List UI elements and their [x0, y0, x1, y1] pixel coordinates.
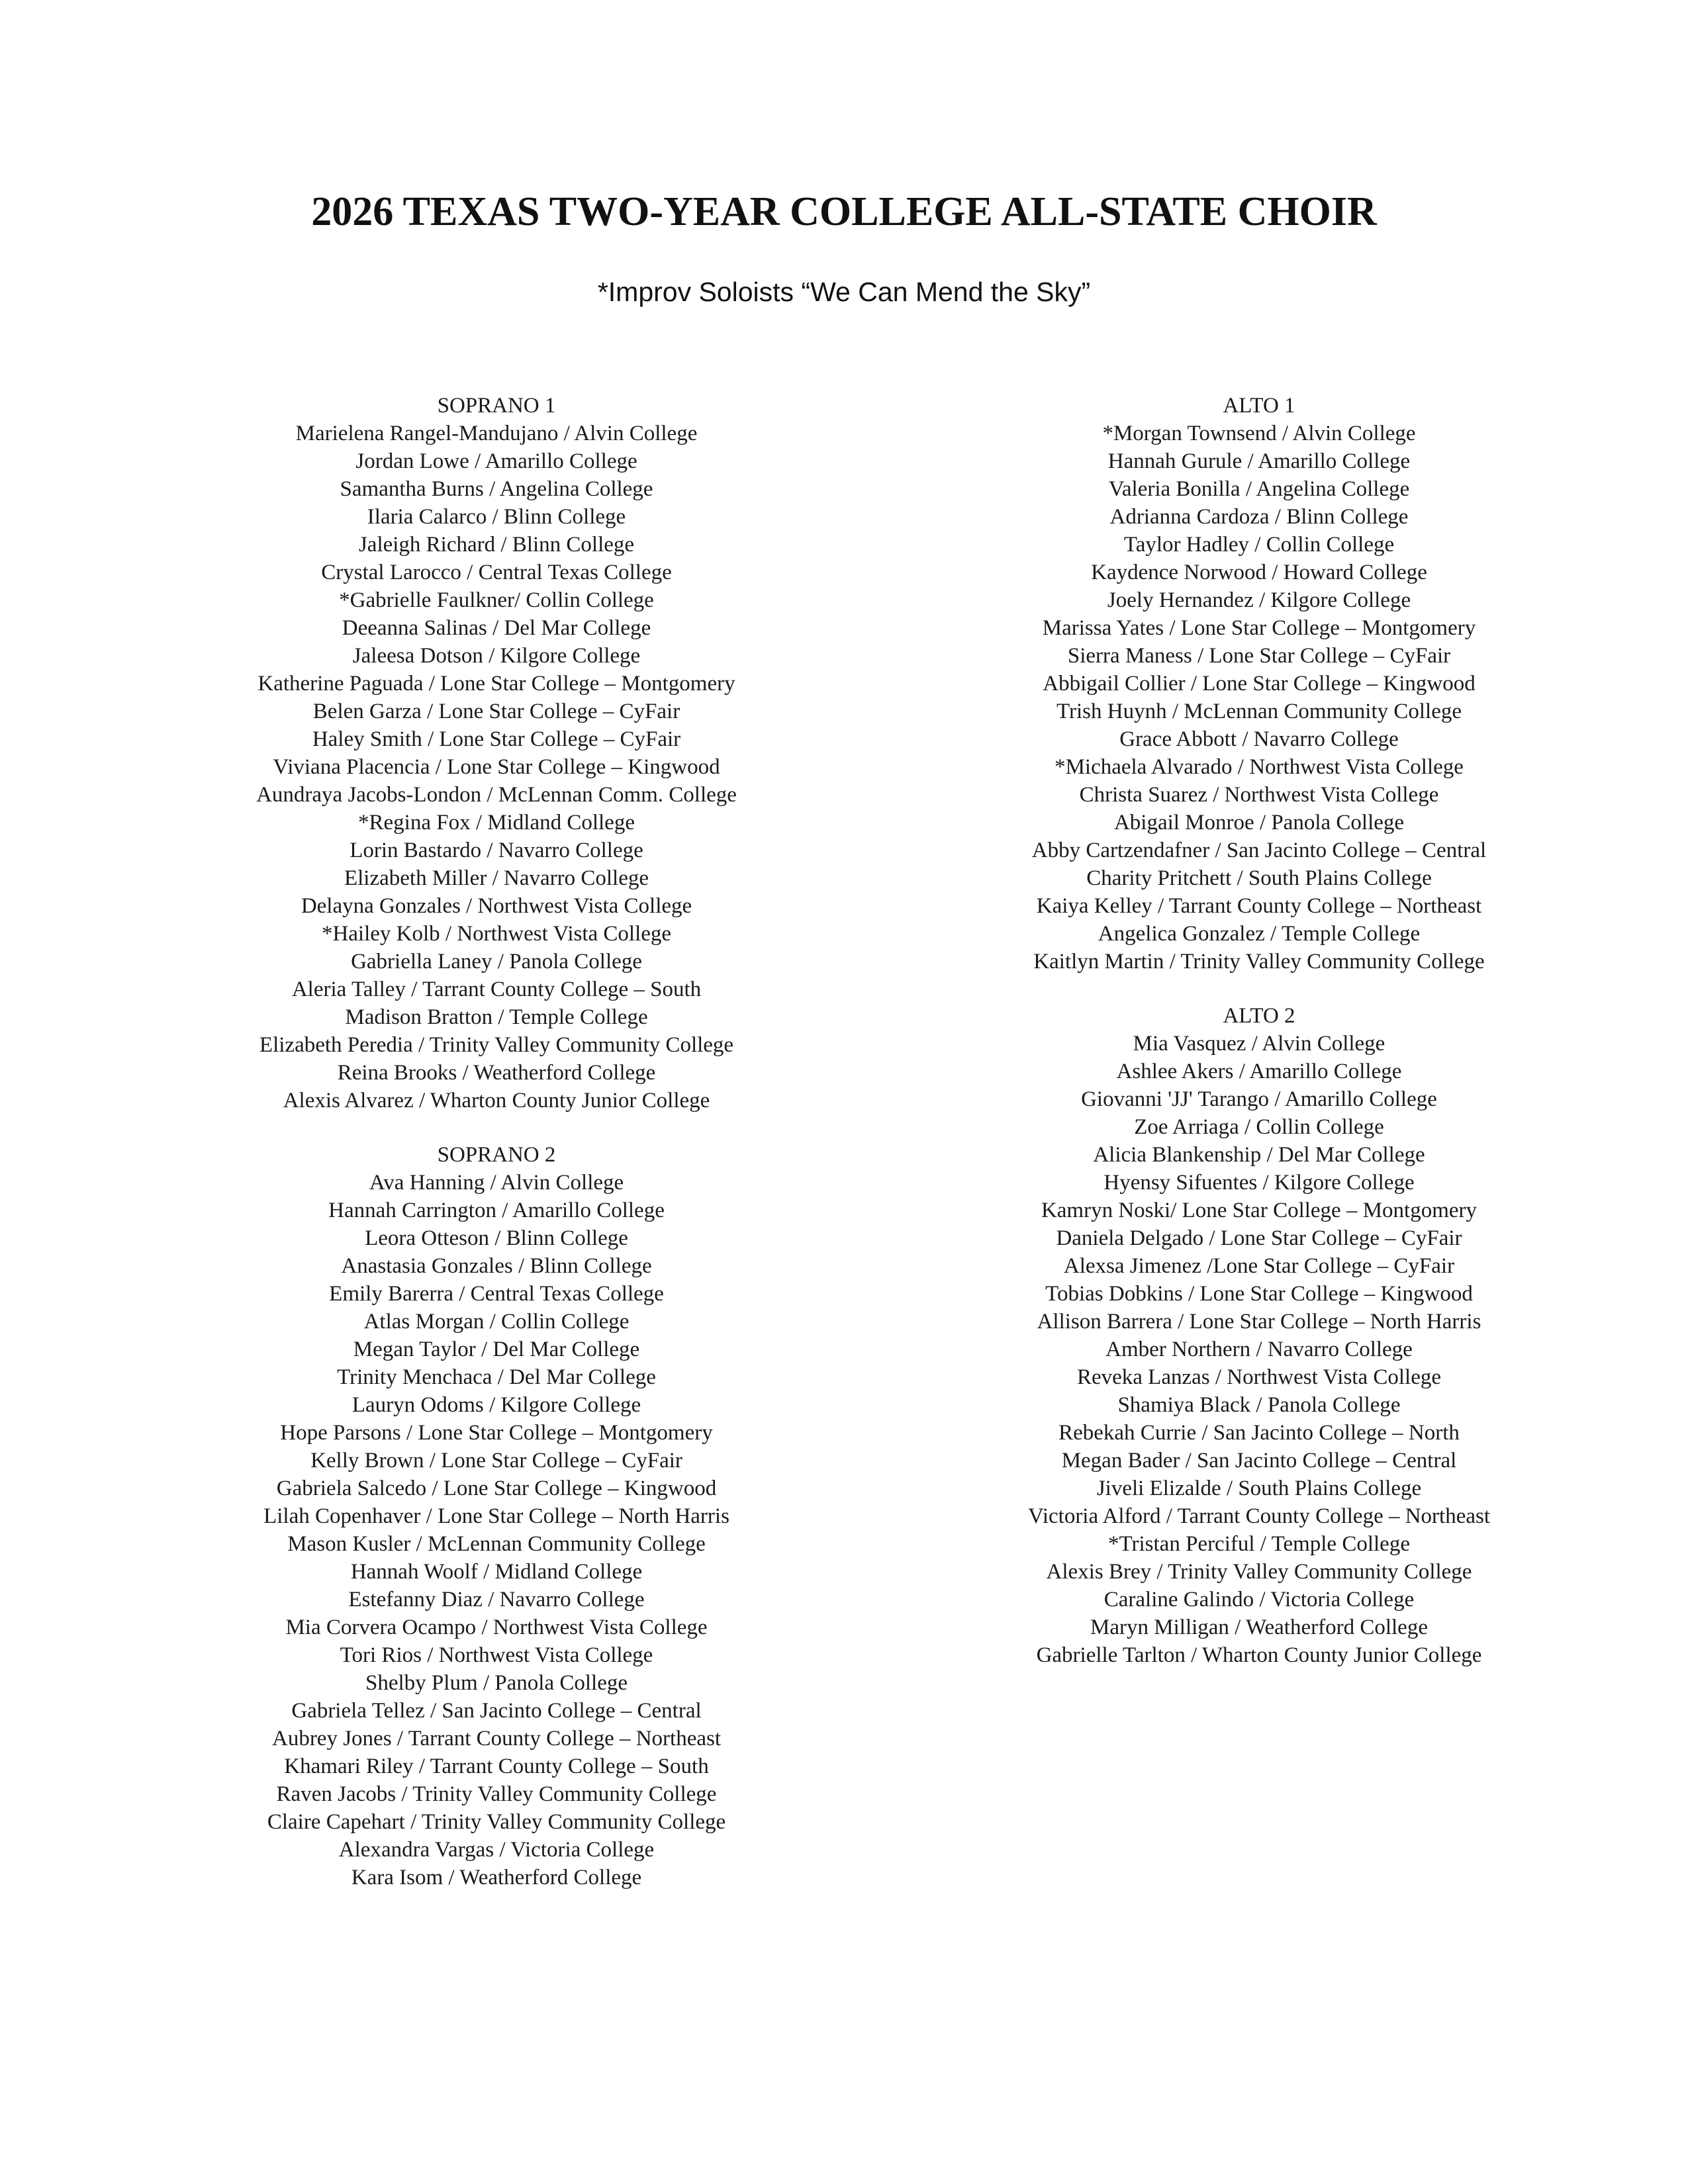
member-entry: Lorin Bastardo / Navarro College: [350, 839, 643, 862]
section-heading: ALTO 2: [1223, 1004, 1295, 1028]
member-entry: Kara Isom / Weatherford College: [351, 1866, 642, 1889]
section-soprano-1: [116, 392, 877, 1115]
member-entry: Hope Parsons / Lone Star College – Montgomery: [280, 1421, 713, 1445]
member-list: [878, 1030, 1640, 1669]
member-entry: Mason Kusler / McLennan Community College: [287, 1532, 706, 1556]
member-entry: Samantha Burns / Angelina College: [340, 477, 653, 501]
member-entry: *Gabrielle Faulkner/ Collin College: [339, 588, 654, 612]
member-entry: Abby Cartzendafner / San Jacinto College – Central: [1031, 839, 1487, 862]
member-entry: Christa Suarez / Northwest Vista College: [1079, 783, 1439, 807]
member-entry: *Regina Fox / Midland College: [358, 811, 635, 835]
member-entry: Allison Barrera / Lone Star College – North Harris: [1037, 1310, 1481, 1334]
member-entry: *Morgan Townsend / Alvin College: [1102, 422, 1416, 445]
member-entry: Sierra Maness / Lone Star College – CyFair: [1067, 644, 1451, 668]
member-entry: Daniela Delgado / Lone Star College – CyFair: [1056, 1226, 1462, 1250]
member-entry: Abbigail Collier / Lone Star College – Kingwood: [1043, 672, 1476, 696]
member-entry: Elizabeth Peredia / Trinity Valley Community College: [259, 1033, 734, 1057]
member-entry: Hannah Gurule / Amarillo College: [1107, 449, 1411, 473]
member-entry: Khamari Riley / Tarrant County College – South: [284, 1754, 709, 1778]
member-entry: Alexsa Jimenez /Lone Star College – CyFair: [1063, 1254, 1455, 1278]
member-entry: Anastasia Gonzales / Blinn College: [341, 1254, 652, 1278]
member-entry: *Tristan Perciful / Temple College: [1108, 1532, 1410, 1556]
member-entry: Marielena Rangel-Mandujano / Alvin College: [295, 422, 698, 445]
member-entry: Mia Vasquez / Alvin College: [1133, 1032, 1385, 1056]
member-entry: Mia Corvera Ocampo / Northwest Vista College: [285, 1615, 708, 1639]
member-entry: Ava Hanning / Alvin College: [369, 1171, 624, 1195]
member-entry: Amber Northern / Navarro College: [1105, 1338, 1413, 1361]
member-entry: Hannah Carrington / Amarillo College: [328, 1199, 665, 1222]
member-entry: Lauryn Odoms / Kilgore College: [352, 1393, 641, 1417]
member-entry: Gabriella Laney / Panola College: [351, 950, 642, 974]
member-entry: Belen Garza / Lone Star College – CyFair: [312, 700, 680, 723]
member-entry: Estefanny Diaz / Navarro College: [348, 1588, 645, 1612]
member-list: [878, 420, 1640, 976]
member-entry: Valeria Bonilla / Angelina College: [1108, 477, 1410, 501]
member-entry: Abigail Monroe / Panola College: [1113, 811, 1405, 835]
member-entry: Leora Otteson / Blinn College: [365, 1226, 628, 1250]
member-entry: Megan Taylor / Del Mar College: [353, 1338, 640, 1361]
page-title: 2026 TEXAS TWO-YEAR COLLEGE ALL-STATE CHOIR: [311, 189, 1377, 234]
member-entry: Charity Pritchett / South Plains College: [1086, 866, 1432, 890]
member-entry: Ilaria Calarco / Blinn College: [367, 505, 626, 529]
member-entry: Trinity Menchaca / Del Mar College: [337, 1365, 656, 1389]
left-column: [116, 392, 877, 1891]
member-entry: Trish Huynh / McLennan Community College: [1056, 700, 1462, 723]
member-entry: Jordan Lowe / Amarillo College: [355, 449, 637, 473]
member-entry: Reveka Lanzas / Northwest Vista College: [1076, 1365, 1441, 1389]
member-entry: Hyensy Sifuentes / Kilgore College: [1103, 1171, 1415, 1195]
member-entry: Angelica Gonzalez / Temple College: [1098, 922, 1421, 946]
member-entry: Shelby Plum / Panola College: [365, 1671, 628, 1695]
member-entry: *Hailey Kolb / Northwest Vista College: [321, 922, 672, 946]
member-entry: Zoe Arriaga / Collin College: [1134, 1115, 1384, 1139]
section-heading: ALTO 1: [1223, 394, 1295, 418]
page-subtitle: *Improv Soloists “We Can Mend the Sky”: [597, 277, 1091, 307]
section-heading: SOPRANO 2: [437, 1143, 556, 1167]
member-entry: Delayna Gonzales / Northwest Vista College: [301, 894, 692, 918]
member-entry: Caraline Galindo / Victoria College: [1103, 1588, 1415, 1612]
member-list: [116, 420, 877, 1115]
member-entry: Alexis Alvarez / Wharton County Junior College: [283, 1089, 710, 1113]
right-column: [878, 392, 1640, 1669]
member-entry: Ashlee Akers / Amarillo College: [1116, 1060, 1402, 1083]
member-entry: Atlas Morgan / Collin College: [363, 1310, 630, 1334]
member-entry: Kamryn Noski/ Lone Star College – Montgomery: [1041, 1199, 1477, 1222]
member-entry: Gabriela Salcedo / Lone Star College – Kingwood: [276, 1477, 717, 1500]
member-entry: *Michaela Alvarado / Northwest Vista College: [1055, 755, 1464, 779]
member-entry: Alexis Brey / Trinity Valley Community College: [1046, 1560, 1472, 1584]
member-entry: Rebekah Currie / San Jacinto College – North: [1058, 1421, 1460, 1445]
member-entry: Madison Bratton / Temple College: [345, 1005, 648, 1029]
member-entry: Giovanni 'JJ' Tarango / Amarillo College: [1081, 1087, 1437, 1111]
member-entry: Victoria Alford / Tarrant County College – Northeast: [1027, 1504, 1491, 1528]
member-entry: Maryn Milligan / Weatherford College: [1090, 1615, 1428, 1639]
member-entry: Aubrey Jones / Tarrant County College – Northeast: [271, 1727, 722, 1751]
member-entry: Shamiya Black / Panola College: [1117, 1393, 1401, 1417]
section-alto-2: [878, 1002, 1640, 1669]
member-entry: Alicia Blankenship / Del Mar College: [1093, 1143, 1425, 1167]
member-entry: Gabriela Tellez / San Jacinto College – Central: [291, 1699, 702, 1723]
member-entry: Taylor Hadley / Collin College: [1123, 533, 1395, 557]
section-alto-1: [878, 392, 1640, 976]
member-entry: Katherine Paguada / Lone Star College – Montgomery: [258, 672, 735, 696]
member-entry: Adrianna Cardoza / Blinn College: [1109, 505, 1409, 529]
member-entry: Deeanna Salinas / Del Mar College: [342, 616, 651, 640]
member-entry: Kaydence Norwood / Howard College: [1091, 561, 1427, 584]
member-entry: Aleria Talley / Tarrant County College – South: [291, 978, 702, 1001]
member-entry: Hannah Woolf / Midland College: [350, 1560, 643, 1584]
member-entry: Reina Brooks / Weatherford College: [337, 1061, 656, 1085]
section-heading: SOPRANO 1: [437, 394, 556, 418]
member-entry: Jiveli Elizalde / South Plains College: [1096, 1477, 1422, 1500]
member-entry: Tobias Dobkins / Lone Star College – Kingwood: [1045, 1282, 1473, 1306]
member-entry: Kelly Brown / Lone Star College – CyFair: [310, 1449, 682, 1473]
member-entry: Emily Barerra / Central Texas College: [329, 1282, 664, 1306]
member-entry: Kaiya Kelley / Tarrant County College – Northeast: [1036, 894, 1482, 918]
member-entry: Joely Hernandez / Kilgore College: [1107, 588, 1411, 612]
member-entry: Crystal Larocco / Central Texas College: [321, 561, 672, 584]
member-entry: Tori Rios / Northwest Vista College: [340, 1643, 653, 1667]
member-entry: Aundraya Jacobs-London / McLennan Comm. College: [256, 783, 737, 807]
member-entry: Jaleigh Richard / Blinn College: [358, 533, 635, 557]
member-entry: Elizabeth Miller / Navarro College: [344, 866, 649, 890]
section-soprano-2: [116, 1141, 877, 1891]
member-entry: Raven Jacobs / Trinity Valley Community College: [276, 1782, 717, 1806]
member-entry: Haley Smith / Lone Star College – CyFair: [312, 727, 681, 751]
member-entry: Alexandra Vargas / Victoria College: [338, 1838, 655, 1862]
member-entry: Lilah Copenhaver / Lone Star College – North Harris: [263, 1504, 729, 1528]
member-entry: Gabrielle Tarlton / Wharton County Junior College: [1036, 1643, 1482, 1667]
member-entry: Megan Bader / San Jacinto College – Central: [1061, 1449, 1457, 1473]
member-entry: Claire Capehart / Trinity Valley Community College: [267, 1810, 726, 1834]
member-entry: Viviana Placencia / Lone Star College – Kingwood: [273, 755, 720, 779]
member-list: [116, 1169, 877, 1891]
member-entry: Grace Abbott / Navarro College: [1119, 727, 1399, 751]
member-entry: Kaitlyn Martin / Trinity Valley Community College: [1033, 950, 1485, 974]
member-entry: Marissa Yates / Lone Star College – Montgomery: [1042, 616, 1476, 640]
member-entry: Jaleesa Dotson / Kilgore College: [352, 644, 641, 668]
